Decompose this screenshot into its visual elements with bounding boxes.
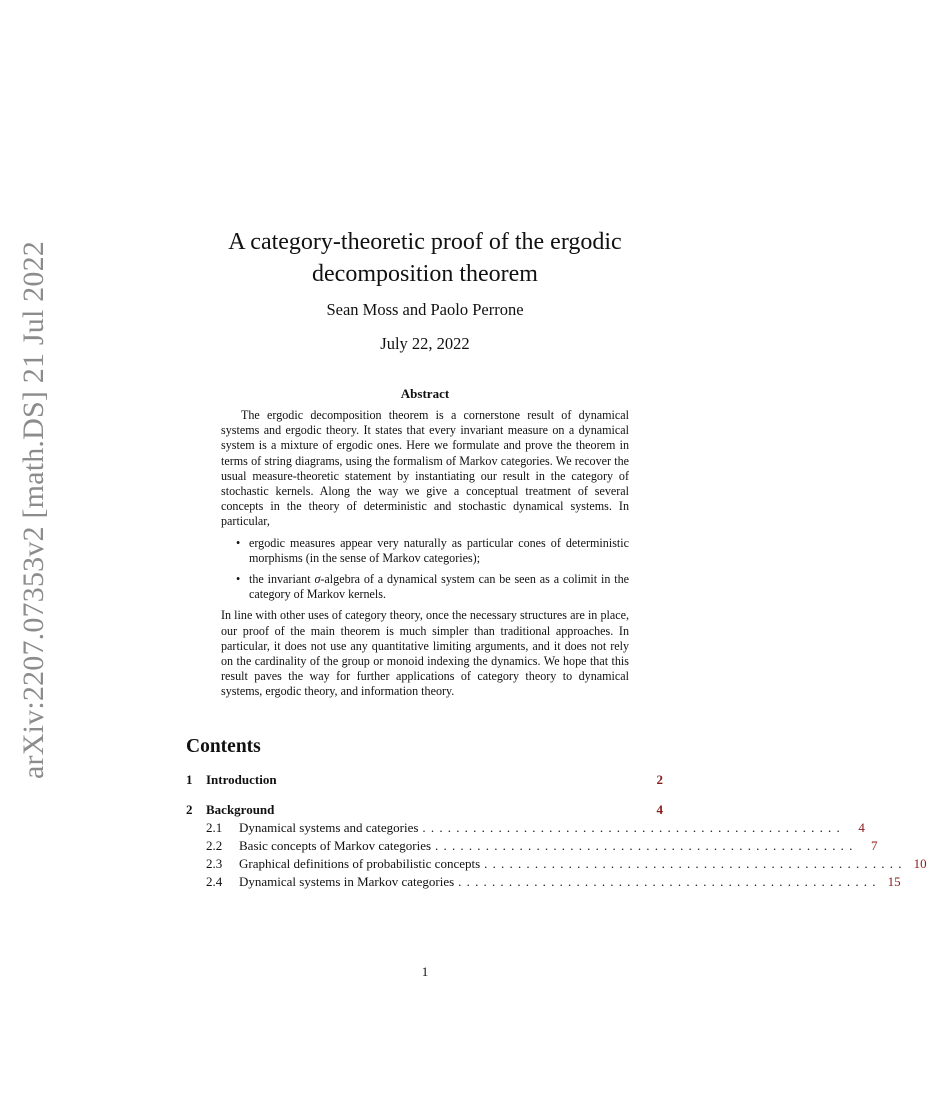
paper-authors: Sean Moss and Paolo Perrone [326,300,524,319]
abstract-heading: Abstract [400,386,450,401]
abstract-paragraph-1: The ergodic decomposition theorem is a cornerstone result of dynamical systems and ergodic theory. It states that every invariant measure on a dynamical system is a mixture of ergodic ones. Here we formulate and prove the theorem in terms of string diagrams, using the formalism of Markov categories. We recover the usual measure-theoretic statement by instantiating our result in the category of stochastic kernels. Along the way we give a conceptual treatment of several concepts in the theory of deterministic and stochastic dynamical systems. In particular, [221,408,629,529]
arxiv-identifier-text: arXiv:2207.07353v2 [math.DS] 21 Jul 2022 [17,241,50,779]
toc-entry-basic-concepts-markov[interactable] [186,838,878,856]
toc-entry-label: Basic concepts of Markov categories [239,838,432,853]
toc-dot-leader: .................................................. [484,856,907,871]
toc-entry-label: Background [206,802,275,817]
toc-entry-page-link[interactable]: 7 [871,838,878,853]
toc-entry-label: Dynamical systems in Markov categories [239,874,455,889]
toc-entry-page-link[interactable]: 2 [656,772,663,787]
toc-entry-number: 2.3 [206,856,223,871]
page-number: 1 [421,964,429,979]
abstract-body [221,408,629,700]
toc-dot-leader: .................................................. [435,838,858,853]
sigma-symbol: σ [314,572,321,587]
toc-entry-page-link[interactable]: 4 [656,802,663,817]
contents-heading: Contents [186,736,261,757]
toc-entry-label: Introduction [206,772,277,787]
bullet-icon: • [236,535,241,550]
toc-entry-label: Graphical definitions of probabilistic concepts [239,856,481,871]
paper-title [0,226,850,290]
toc-entry-number: 1 [186,772,193,787]
bullet-icon: • [236,572,241,587]
abstract-bullet-2-text-before: the invariant [249,572,315,587]
toc-entry-dynamical-systems-and-categories[interactable] [186,820,865,838]
paper-title-line-2: decomposition theorem [312,261,538,287]
toc-entry-dynamical-systems-markov[interactable] [186,874,901,892]
toc-entry-introduction[interactable] [186,772,663,790]
abstract-bullet-2-text-after: -algebra of a dynamical system can be seen as a colimit in the category of Markov kernels. [249,572,630,602]
toc-entry-number: 2.1 [206,820,223,835]
toc-dot-leader: .................................................. [422,820,845,835]
toc-entry-number: 2 [186,802,193,817]
toc-entry-label: Dynamical systems and categories [239,820,419,835]
abstract-paragraph-2: In line with other uses of category theory, once the necessary structures are in place, our proof of the main theorem is much simpler than traditional approaches. In particular, it does not use any quantitative limiting arguments, and it does not rely on the cardinality of the group or monoid indexing the dynamics. We hope that this result paves the way for further applications of category theory to dynamical systems, ergodic theory, and information theory. [221,608,629,699]
toc-entry-graphical-definitions[interactable] [186,856,927,874]
toc-entry-page-link[interactable]: 10 [913,856,927,871]
abstract-bullet-1-text: ergodic measures appear very naturally as particular cones of deterministic morphisms (in the sense of Markov categories); [249,535,629,565]
toc-entry-number: 2.2 [206,838,223,853]
paper-title-line-1: A category-theoretic proof of the ergodic [228,229,622,255]
abstract-bullet-list [221,536,629,603]
abstract-bullet-2 [236,572,630,602]
toc-entry-page-link[interactable]: 15 [887,874,901,889]
table-of-contents [186,772,927,892]
abstract-bullet-1 [236,535,629,566]
toc-dot-leader: .................................................. [458,874,881,889]
toc-entry-background[interactable] [186,802,663,820]
paper-date: July 22, 2022 [380,334,470,353]
toc-entry-number: 2.4 [206,874,223,889]
toc-entry-page-link[interactable]: 4 [858,820,865,835]
